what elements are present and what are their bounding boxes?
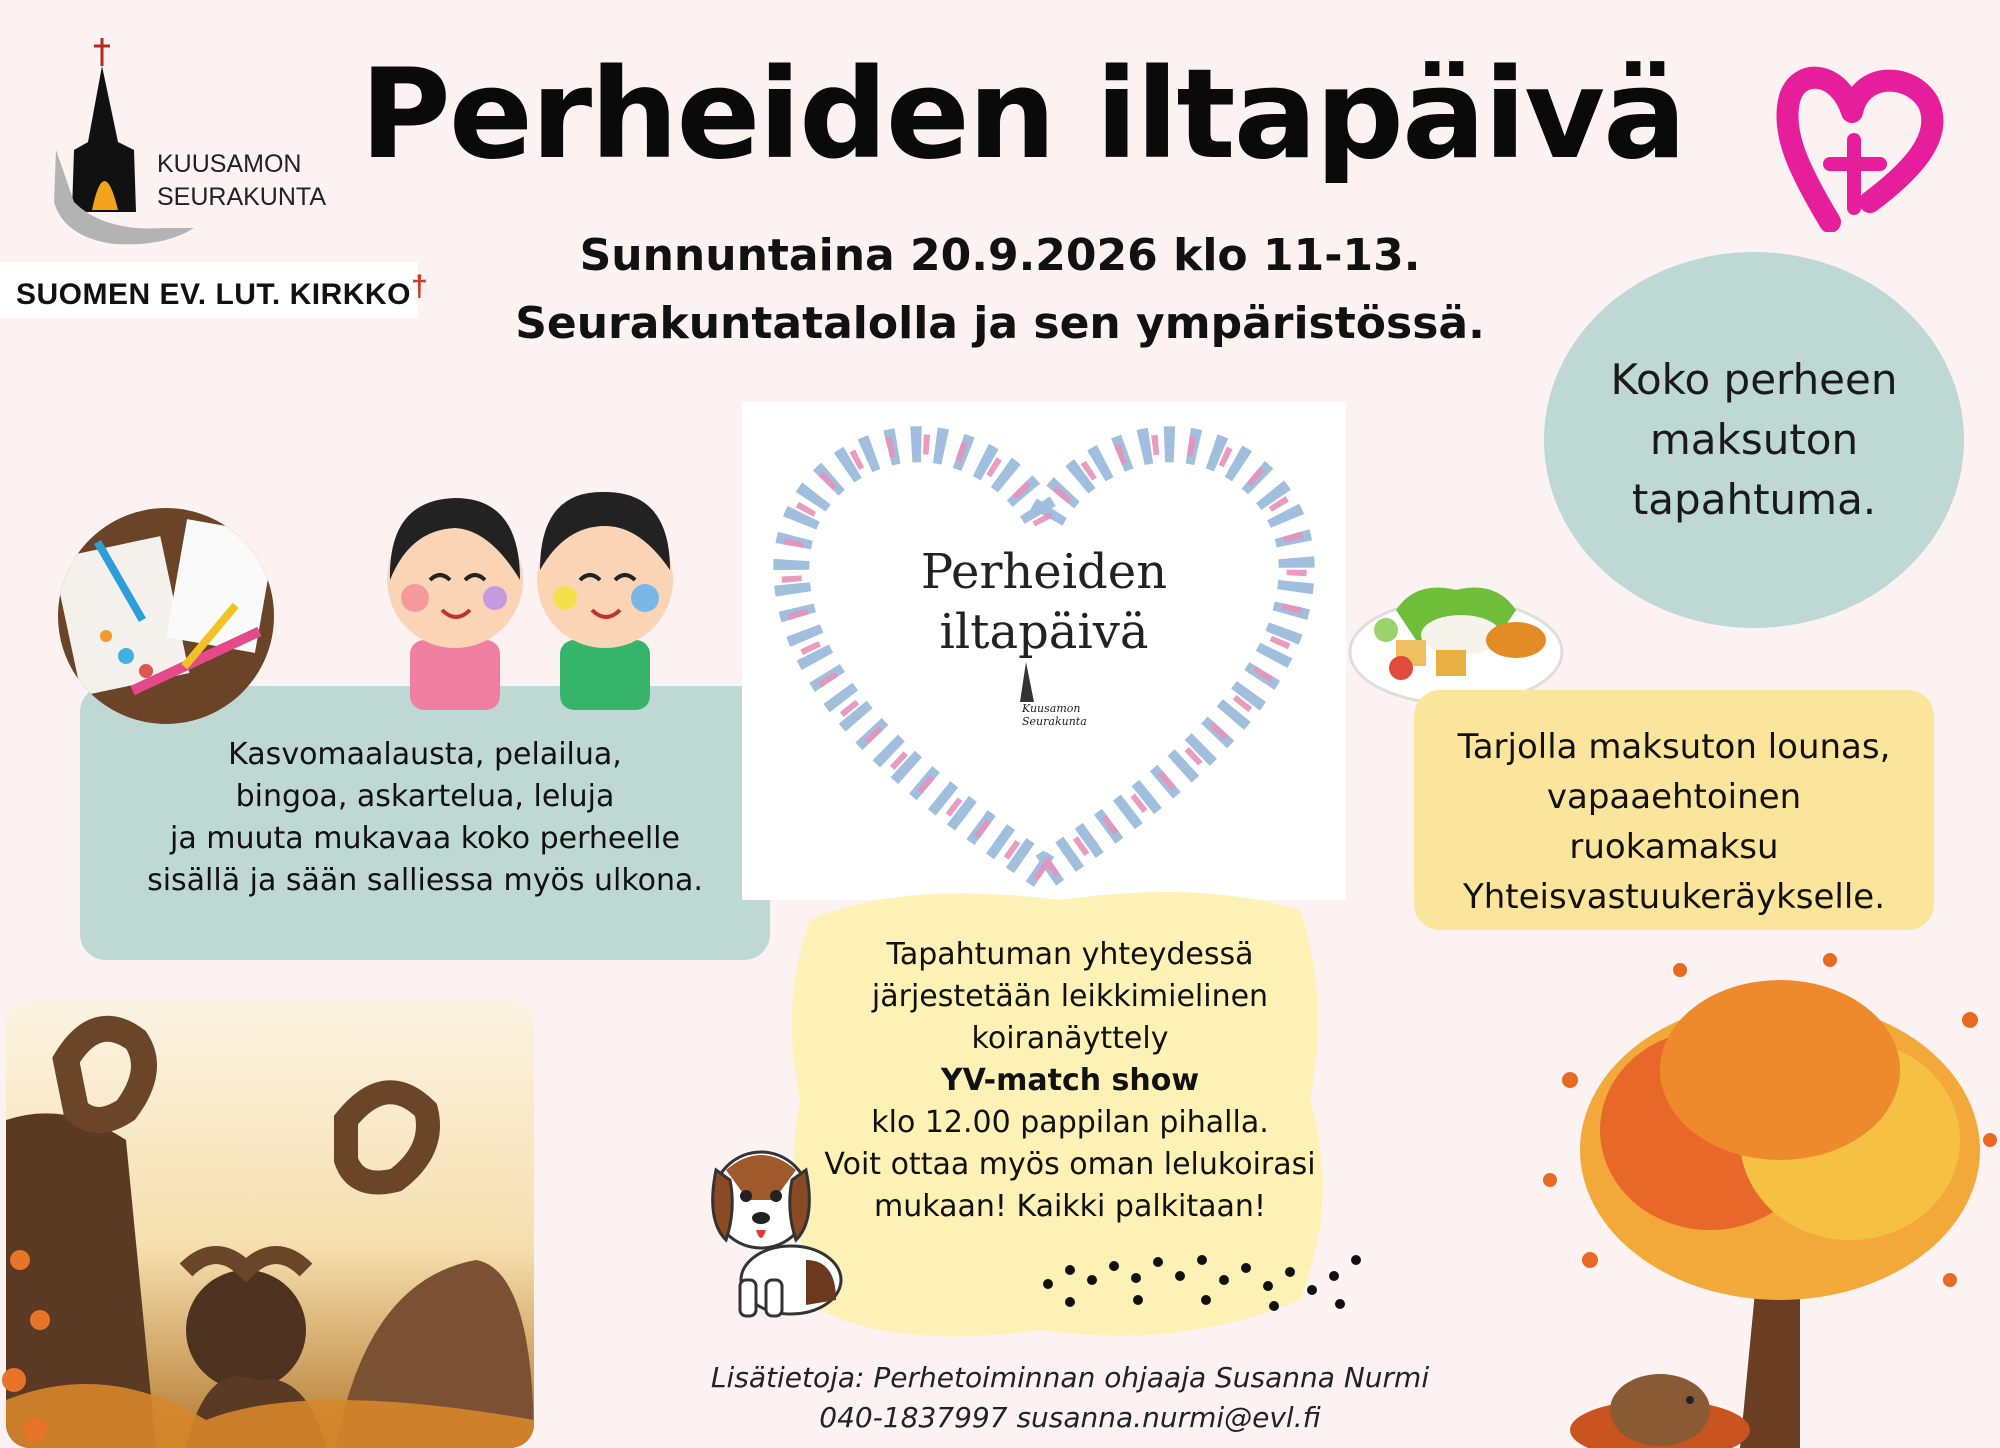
activities-text: Kasvomaalausta, pelailua, bingoa, askartelua, leluja ja muuta mukavaa koko perheelle sisällä ja sään salliessa myös ulkona.: [147, 737, 703, 898]
place-line: Seurakuntatalolla ja sen ympäristössä.: [515, 298, 1485, 349]
contact-person: Lisätietoja: Perhetoiminnan ohjaaja Susanna Nurmi: [710, 1361, 1430, 1394]
paw-prints-icon: [1030, 1240, 1390, 1320]
autumn-tree-icon: [1530, 940, 2000, 1448]
event-heart-image: [742, 402, 1346, 900]
dog-show-text: Tapahtuman yhteydessä järjestetään leikkimielinen koiranäyttely YV-match show klo 12.00 pappilan pihalla. Voit ottaa myös oman lelukoirasi mukaan! Kaikki palkitaan!: [790, 934, 1350, 1228]
heart-parish-name: Kuusamon Seurakunta: [1022, 702, 1087, 728]
kids-illustration: [370, 470, 690, 710]
free-event-badge: Koko perheen maksuton tapahtuma.: [1544, 252, 1964, 628]
date-line: Sunnuntaina 20.9.2026 klo 11-13.: [579, 230, 1421, 281]
contact-details: 040-1837997 susanna.nurmi@evl.fi: [819, 1401, 1321, 1434]
autumn-leaves-icon: [0, 1220, 60, 1448]
family-photo: [6, 1000, 534, 1448]
heart-title: Perheiden iltapäivä: [920, 544, 1168, 660]
heart-hands-photo: [6, 1000, 534, 1448]
church-logo-icon: [44, 32, 204, 252]
church-name: SUOMEN EV. LUT. KIRKKO†: [16, 270, 429, 311]
contact-info: [620, 1358, 1520, 1438]
dog-show-name: YV-match show: [940, 1063, 1200, 1098]
page-title: Perheiden iltapäivä: [360, 43, 1685, 187]
heart-cross-logo-icon: [1760, 52, 1956, 232]
lunch-text: Tarjolla maksuton lounas, vapaaehtoinen ruokamaksu Yhteisvastuukeräykselle.: [1457, 727, 1891, 917]
parish-name: KUUSAMON SEURAKUNTA: [157, 150, 327, 211]
dog-icon: [696, 1130, 846, 1320]
craft-supplies-image: [56, 506, 276, 726]
